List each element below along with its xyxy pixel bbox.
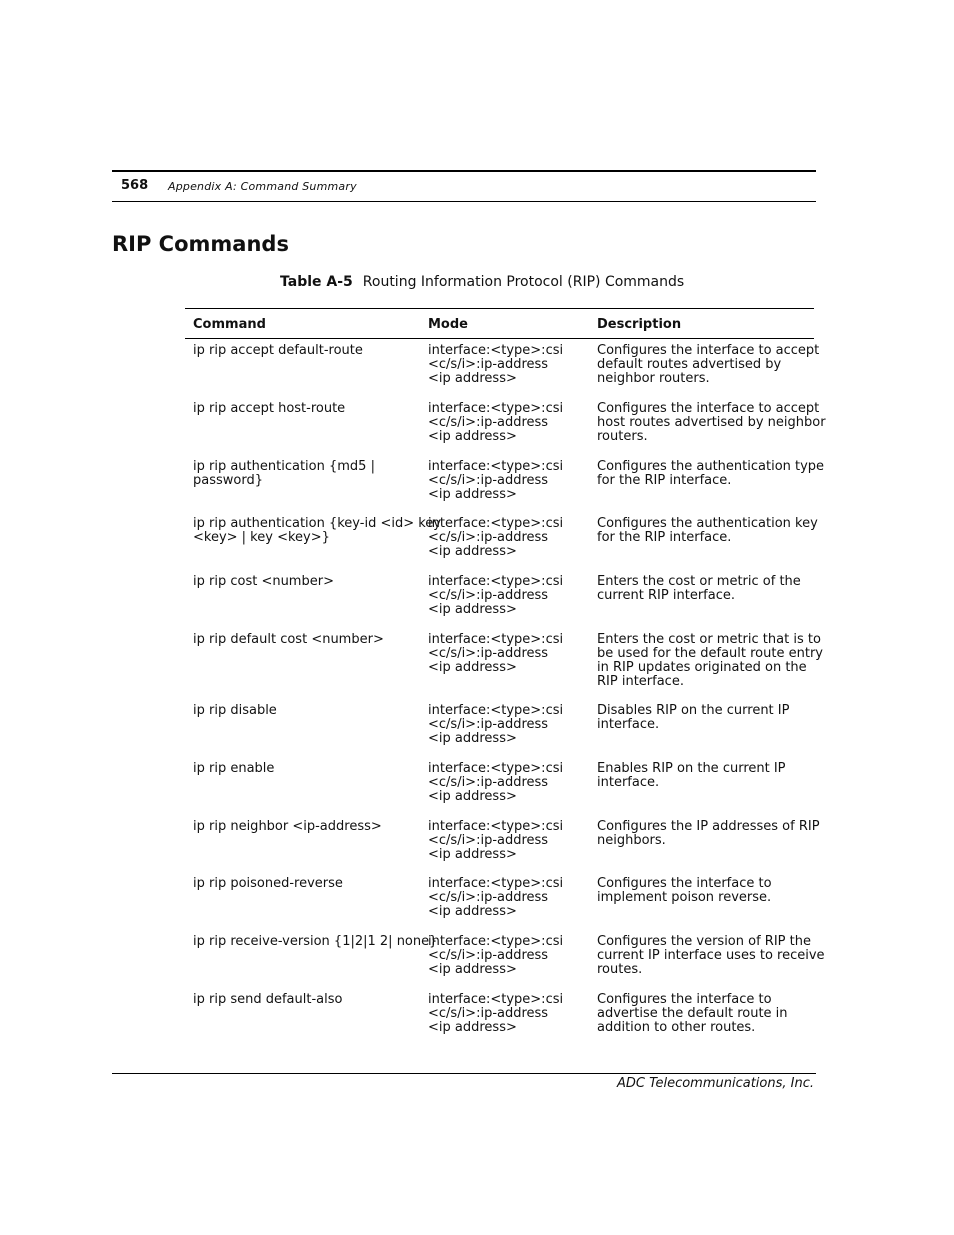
cell-mode — [428, 820, 578, 862]
cell-command — [193, 402, 419, 416]
cell-description-line: current RIP interface. — [597, 588, 735, 603]
cell-mode-line: <c/s/i>:ip-address — [428, 415, 549, 430]
cell-command — [193, 516, 441, 545]
cell-mode-line: <c/s/i>:ip-address — [428, 948, 549, 963]
cell-mode-line: <c/s/i>:ip-address — [428, 890, 549, 905]
cell-command-line: ip rip disable — [193, 703, 277, 718]
cell-mode-line: <ip address> — [428, 789, 517, 804]
table-caption-text: Routing Information Protocol (RIP) Commands — [362, 274, 685, 290]
cell-mode — [428, 344, 578, 386]
cell-mode — [428, 877, 578, 919]
cell-mode-line: <ip address> — [428, 847, 517, 862]
cell-description-line: RIP interface. — [597, 674, 684, 689]
cell-mode — [428, 633, 578, 675]
cell-mode-line: <c/s/i>:ip-address — [428, 1006, 549, 1021]
cell-mode-line: interface:<type>:csi — [428, 343, 564, 358]
cell-command — [193, 460, 419, 488]
cell-command-line: password} — [193, 473, 263, 488]
table-row — [185, 930, 825, 988]
cell-command-line: <key> | key <key>} — [193, 530, 330, 545]
cell-mode-line: interface:<type>:csi — [428, 459, 564, 474]
cell-mode — [428, 993, 578, 1035]
cell-description-line: current IP interface uses to receive — [597, 948, 825, 963]
cell-mode — [428, 517, 578, 559]
cell-mode — [428, 460, 578, 502]
cell-description — [597, 762, 811, 790]
cell-description — [597, 704, 811, 732]
cell-description — [597, 877, 811, 905]
table-row — [185, 815, 820, 872]
table-row — [185, 397, 826, 455]
header-rule-top — [112, 170, 816, 172]
cell-mode-line: interface:<type>:csi — [428, 876, 564, 891]
cell-command — [193, 820, 419, 834]
column-header-description: Description — [597, 317, 682, 332]
cell-mode-line: <ip address> — [428, 660, 517, 675]
cell-mode-line: interface:<type>:csi — [428, 819, 564, 834]
cell-command-line: ip rip send default-also — [193, 992, 343, 1007]
cell-command — [193, 344, 419, 358]
cell-mode — [428, 575, 578, 617]
table-row — [185, 455, 825, 512]
cell-description-line: interface. — [597, 775, 660, 790]
cell-description — [597, 575, 811, 603]
cell-description-line: for the RIP interface. — [597, 473, 732, 488]
cell-command — [193, 993, 419, 1007]
cell-command-line: ip rip accept default-route — [193, 343, 363, 358]
cell-mode-line: <ip address> — [428, 962, 517, 977]
cell-description-line: Configures the version of RIP the — [597, 934, 811, 949]
cell-command-line: ip rip receive-version {1|2|1 2| none} — [193, 934, 438, 949]
cell-command-line: ip rip poisoned-reverse — [193, 876, 343, 891]
cell-mode-line: <ip address> — [428, 904, 517, 919]
cell-mode-line: <c/s/i>:ip-address — [428, 473, 549, 488]
cell-command — [193, 704, 419, 718]
cell-description-line: addition to other routes. — [597, 1020, 756, 1035]
running-head: Appendix A: Command Summary — [168, 180, 357, 193]
cell-command — [193, 762, 419, 776]
cell-mode-line: <ip address> — [428, 487, 517, 502]
cell-mode-line: <ip address> — [428, 544, 517, 559]
cell-command-line: ip rip neighbor <ip-address> — [193, 819, 382, 834]
cell-command-line: ip rip enable — [193, 761, 275, 776]
header-rule-bottom — [112, 201, 816, 202]
cell-mode-line: <ip address> — [428, 731, 517, 746]
table-body — [185, 339, 826, 1038]
cell-command-line: ip rip cost <number> — [193, 574, 334, 589]
cell-description-line: advertise the default route in — [597, 1006, 788, 1021]
cell-mode — [428, 402, 578, 444]
cell-description — [597, 459, 825, 488]
cell-description-line: interface. — [597, 717, 660, 732]
cell-mode-line: <c/s/i>:ip-address — [428, 530, 549, 545]
table-row — [185, 988, 814, 1038]
cell-description — [597, 343, 820, 386]
cell-description-line: Configures the authentication type — [597, 459, 825, 474]
cell-mode-line: <c/s/i>:ip-address — [428, 717, 549, 732]
cell-description-line: Configures the interface to — [597, 992, 772, 1007]
cell-command-line: ip rip authentication {md5 | — [193, 459, 375, 474]
cell-mode-line: <ip address> — [428, 371, 517, 386]
cell-command — [193, 934, 438, 949]
cell-command — [193, 633, 419, 647]
cell-mode-line: <c/s/i>:ip-address — [428, 357, 549, 372]
cell-description — [597, 516, 818, 545]
cell-mode-line: interface:<type>:csi — [428, 632, 564, 647]
cell-mode-line: interface:<type>:csi — [428, 516, 564, 531]
cell-description-line: Configures the IP addresses of RIP — [597, 819, 820, 834]
cell-description-line: Configures the authentication key — [597, 516, 818, 531]
cell-description-line: routers. — [597, 429, 648, 444]
cell-description — [597, 819, 820, 848]
table-header-row — [185, 308, 814, 339]
cell-command-line: ip rip accept host-route — [193, 401, 346, 416]
table-row — [185, 512, 818, 570]
cell-description-line: Configures the interface to accept — [597, 343, 820, 358]
cell-mode-line: interface:<type>:csi — [428, 574, 564, 589]
cell-mode — [428, 704, 578, 746]
cell-description-line: routes. — [597, 962, 643, 977]
cell-command — [193, 877, 419, 891]
cell-command — [193, 575, 419, 589]
cell-description-line: in RIP updates originated on the — [597, 660, 807, 675]
cell-description-line: for the RIP interface. — [597, 530, 732, 545]
table-row — [185, 699, 814, 757]
cell-description-line: implement poison reverse. — [597, 890, 772, 905]
footer-rule — [112, 1073, 816, 1074]
cell-mode-line: <c/s/i>:ip-address — [428, 775, 549, 790]
cell-command-line: ip rip authentication {key-id <id> key — [193, 516, 441, 531]
table-caption — [280, 274, 684, 290]
cell-mode-line: interface:<type>:csi — [428, 992, 564, 1007]
cell-description-line: default routes advertised by — [597, 357, 782, 372]
cell-description-line: Enters the cost or metric that is to — [597, 632, 821, 647]
cell-mode-line: interface:<type>:csi — [428, 934, 564, 949]
cell-mode-line: <c/s/i>:ip-address — [428, 833, 549, 848]
cell-description-line: Disables RIP on the current IP — [597, 703, 790, 718]
cell-description-line: neighbor routers. — [597, 371, 710, 386]
cell-description-line: Configures the interface to accept — [597, 401, 820, 416]
column-header-mode: Mode — [428, 317, 468, 332]
cell-description — [597, 934, 825, 977]
cell-mode-line: <ip address> — [428, 602, 517, 617]
cell-description-line: Enables RIP on the current IP — [597, 761, 786, 776]
cell-mode-line: <c/s/i>:ip-address — [428, 646, 549, 661]
table-row — [185, 570, 814, 628]
table-row — [185, 628, 823, 699]
cell-description — [597, 632, 823, 689]
table-row — [185, 872, 814, 930]
page-number: 568 — [121, 178, 149, 193]
cell-mode-line: <ip address> — [428, 429, 517, 444]
cell-description-line: Configures the interface to — [597, 876, 772, 891]
cell-mode-line: <c/s/i>:ip-address — [428, 588, 549, 603]
cell-description-line: neighbors. — [597, 833, 666, 848]
commands-table — [185, 308, 826, 1038]
cell-description-line: Enters the cost or metric of the — [597, 574, 801, 589]
cell-description-line: be used for the default route entry — [597, 646, 823, 661]
cell-description — [597, 401, 826, 444]
cell-mode-line: interface:<type>:csi — [428, 401, 564, 416]
cell-mode — [428, 762, 578, 804]
cell-command-line: ip rip default cost <number> — [193, 632, 384, 647]
cell-mode-line: interface:<type>:csi — [428, 761, 564, 776]
cell-description — [597, 993, 811, 1035]
table-row — [185, 339, 820, 397]
cell-mode-line: <ip address> — [428, 1020, 517, 1035]
cell-mode-line: interface:<type>:csi — [428, 703, 564, 718]
table-row — [185, 757, 814, 815]
section-title: RIP Commands — [112, 232, 289, 256]
cell-description-line: host routes advertised by neighbor — [597, 415, 826, 430]
cell-mode — [428, 935, 578, 977]
footer-publisher: ADC Telecommunications, Inc. — [617, 1076, 814, 1091]
column-header-command: Command — [193, 317, 266, 332]
table-label: Table A-5 — [280, 274, 353, 290]
